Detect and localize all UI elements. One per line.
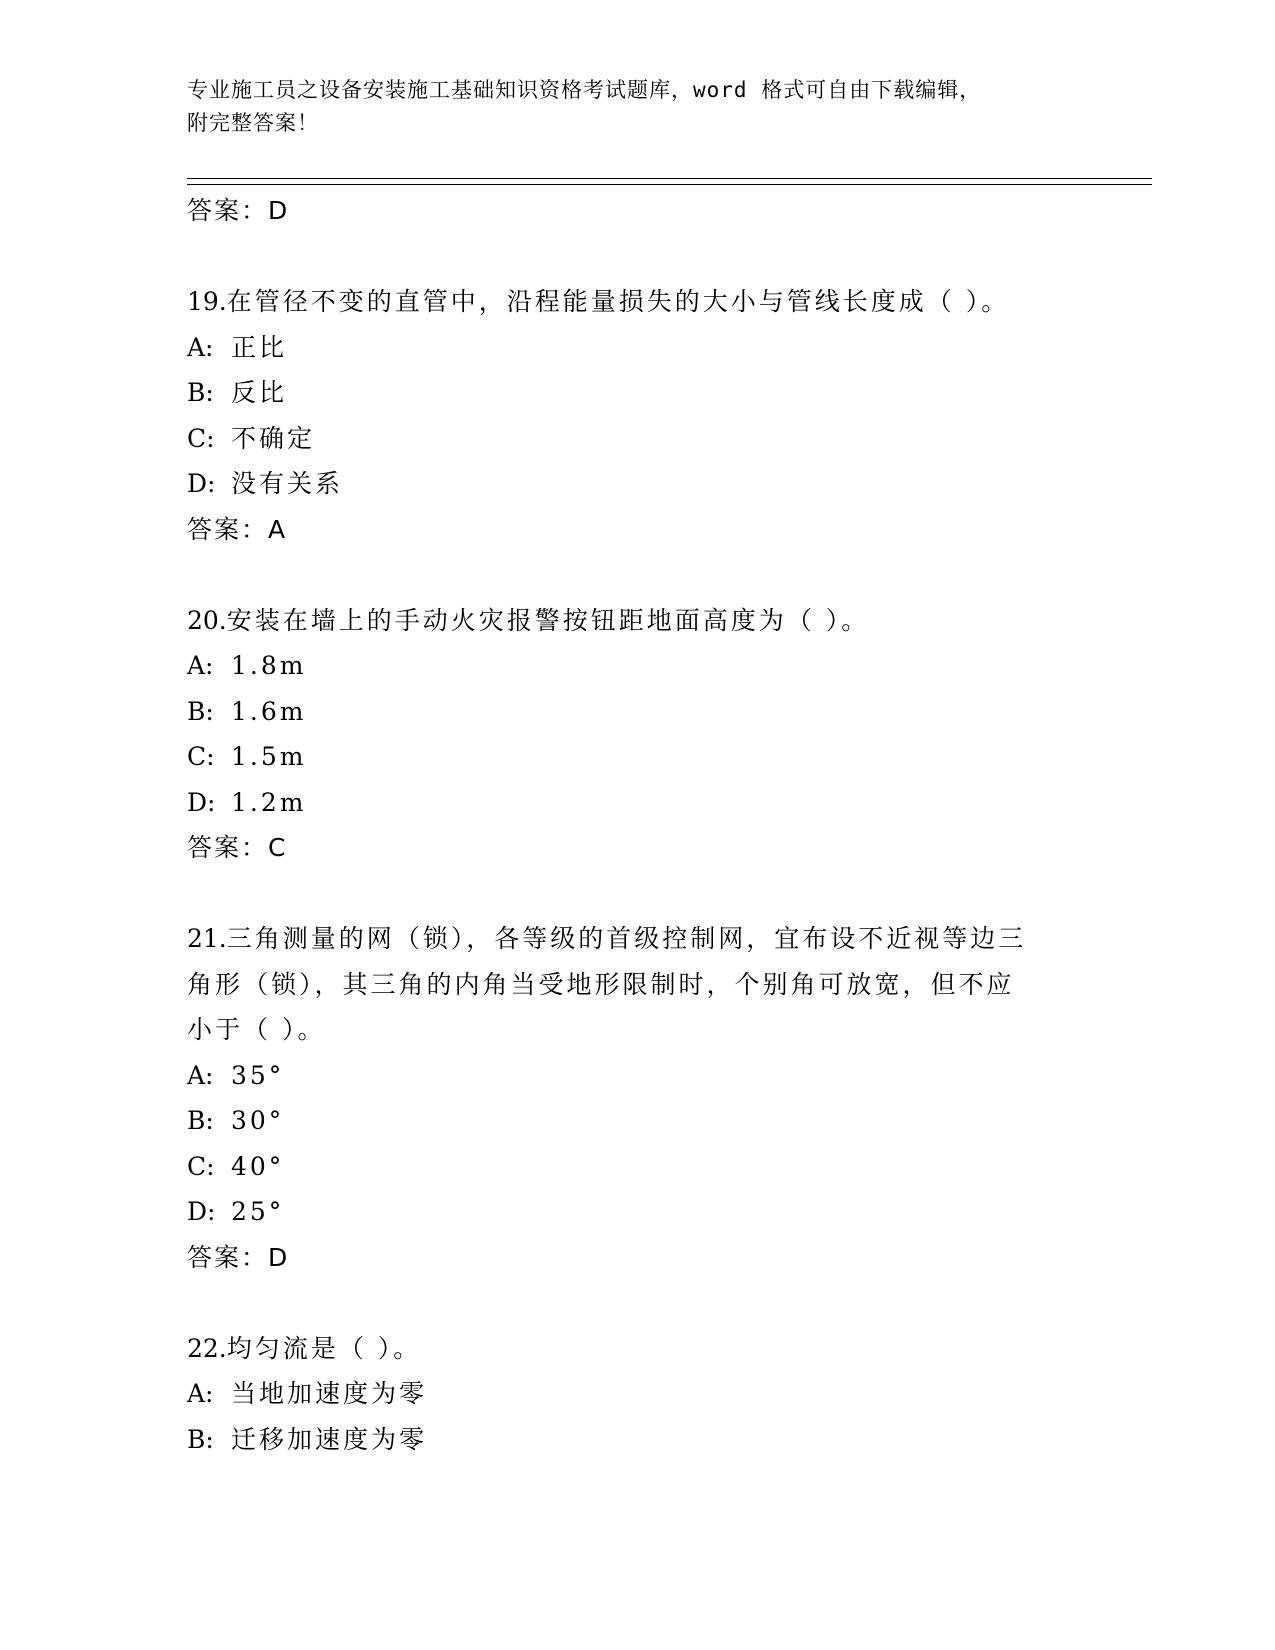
option-text: 25° xyxy=(231,1197,285,1226)
option-text: 35° xyxy=(231,1060,285,1090)
option-key: D: xyxy=(187,469,216,498)
question-number: 22. xyxy=(187,1333,227,1363)
answer-line: 答案：D xyxy=(187,1242,290,1272)
option-key: C: xyxy=(187,1151,215,1181)
header-line-1: 专业施工员之设备安装施工基础知识资格考试题库，word 格式可自由下载编辑， xyxy=(187,78,982,102)
spacer xyxy=(187,234,1087,280)
question-20 xyxy=(187,598,1087,871)
option-a xyxy=(187,1371,1087,1417)
option-key: B: xyxy=(187,1424,214,1454)
option-key: C: xyxy=(187,423,215,453)
option-a xyxy=(187,1053,1087,1099)
option-key: A: xyxy=(187,1060,214,1090)
question-stem xyxy=(187,598,1087,644)
question-text: 均匀流是（ ）。 xyxy=(226,1333,422,1363)
spacer xyxy=(187,1280,1087,1326)
option-key: C: xyxy=(187,742,215,771)
spacer xyxy=(187,552,1087,598)
option-text: 1.8m xyxy=(231,651,307,680)
option-text: 40° xyxy=(231,1151,285,1181)
question-21 xyxy=(187,916,1087,1280)
question-number: 19. xyxy=(187,287,227,316)
option-a xyxy=(187,643,1087,689)
option-text: 1.5m xyxy=(231,742,307,771)
answer-line: 答案：A xyxy=(187,514,288,544)
option-key: A: xyxy=(187,1379,214,1408)
spacer xyxy=(187,871,1087,917)
option-text: 反比 xyxy=(231,378,288,407)
previous-answer: 答案：D xyxy=(187,196,290,225)
answer-line: 答案：C xyxy=(187,833,288,862)
option-b xyxy=(187,1098,1087,1144)
option-key: D: xyxy=(187,787,216,817)
option-key: B: xyxy=(187,378,214,407)
option-a xyxy=(187,325,1087,371)
question-stem xyxy=(187,279,1087,325)
option-text: 1.2m xyxy=(231,787,307,817)
option-text: 30° xyxy=(231,1106,285,1135)
option-d xyxy=(187,461,1087,507)
question-number: 21. xyxy=(187,924,227,953)
question-text: 三角测量的网（锁），各等级的首级控制网，宜布设不近视等边三 xyxy=(226,924,1027,953)
question-number: 20. xyxy=(187,605,227,635)
question-stem xyxy=(187,1326,1087,1372)
option-d xyxy=(187,780,1087,826)
question-stem xyxy=(187,916,1087,962)
question-text-continued: 角形（锁），其三角的内角当受地形限制时，个别角可放宽，但不应 xyxy=(187,969,1015,999)
option-text: 没有关系 xyxy=(231,469,344,498)
option-c xyxy=(187,416,1087,462)
question-list xyxy=(187,188,1087,1462)
option-key: B: xyxy=(187,1106,214,1135)
header-divider xyxy=(187,178,1152,185)
option-c xyxy=(187,734,1087,780)
option-key: D: xyxy=(187,1197,216,1226)
option-key: B: xyxy=(187,696,214,726)
option-text: 正比 xyxy=(231,332,288,362)
header-line-2: 附完整答案！ xyxy=(187,111,319,135)
page-header xyxy=(187,74,1087,140)
question-text: 安装在墙上的手动火灾报警按钮距地面高度为（ ）。 xyxy=(226,605,870,635)
question-19 xyxy=(187,279,1087,552)
option-text: 1.6m xyxy=(231,696,307,726)
option-text: 迁移加速度为零 xyxy=(231,1424,428,1454)
option-text: 不确定 xyxy=(231,423,316,453)
option-d xyxy=(187,1189,1087,1235)
question-22 xyxy=(187,1326,1087,1463)
question-text: 在管径不变的直管中，沿程能量损失的大小与管线长度成（ ）。 xyxy=(226,287,1010,316)
option-b xyxy=(187,1417,1087,1463)
option-key: A: xyxy=(187,651,214,680)
option-key: A: xyxy=(187,332,214,362)
option-b xyxy=(187,689,1087,735)
option-text: 当地加速度为零 xyxy=(231,1379,428,1408)
question-text-continued: 小于（ ）。 xyxy=(187,1015,326,1044)
option-b xyxy=(187,370,1087,416)
option-c xyxy=(187,1144,1087,1190)
